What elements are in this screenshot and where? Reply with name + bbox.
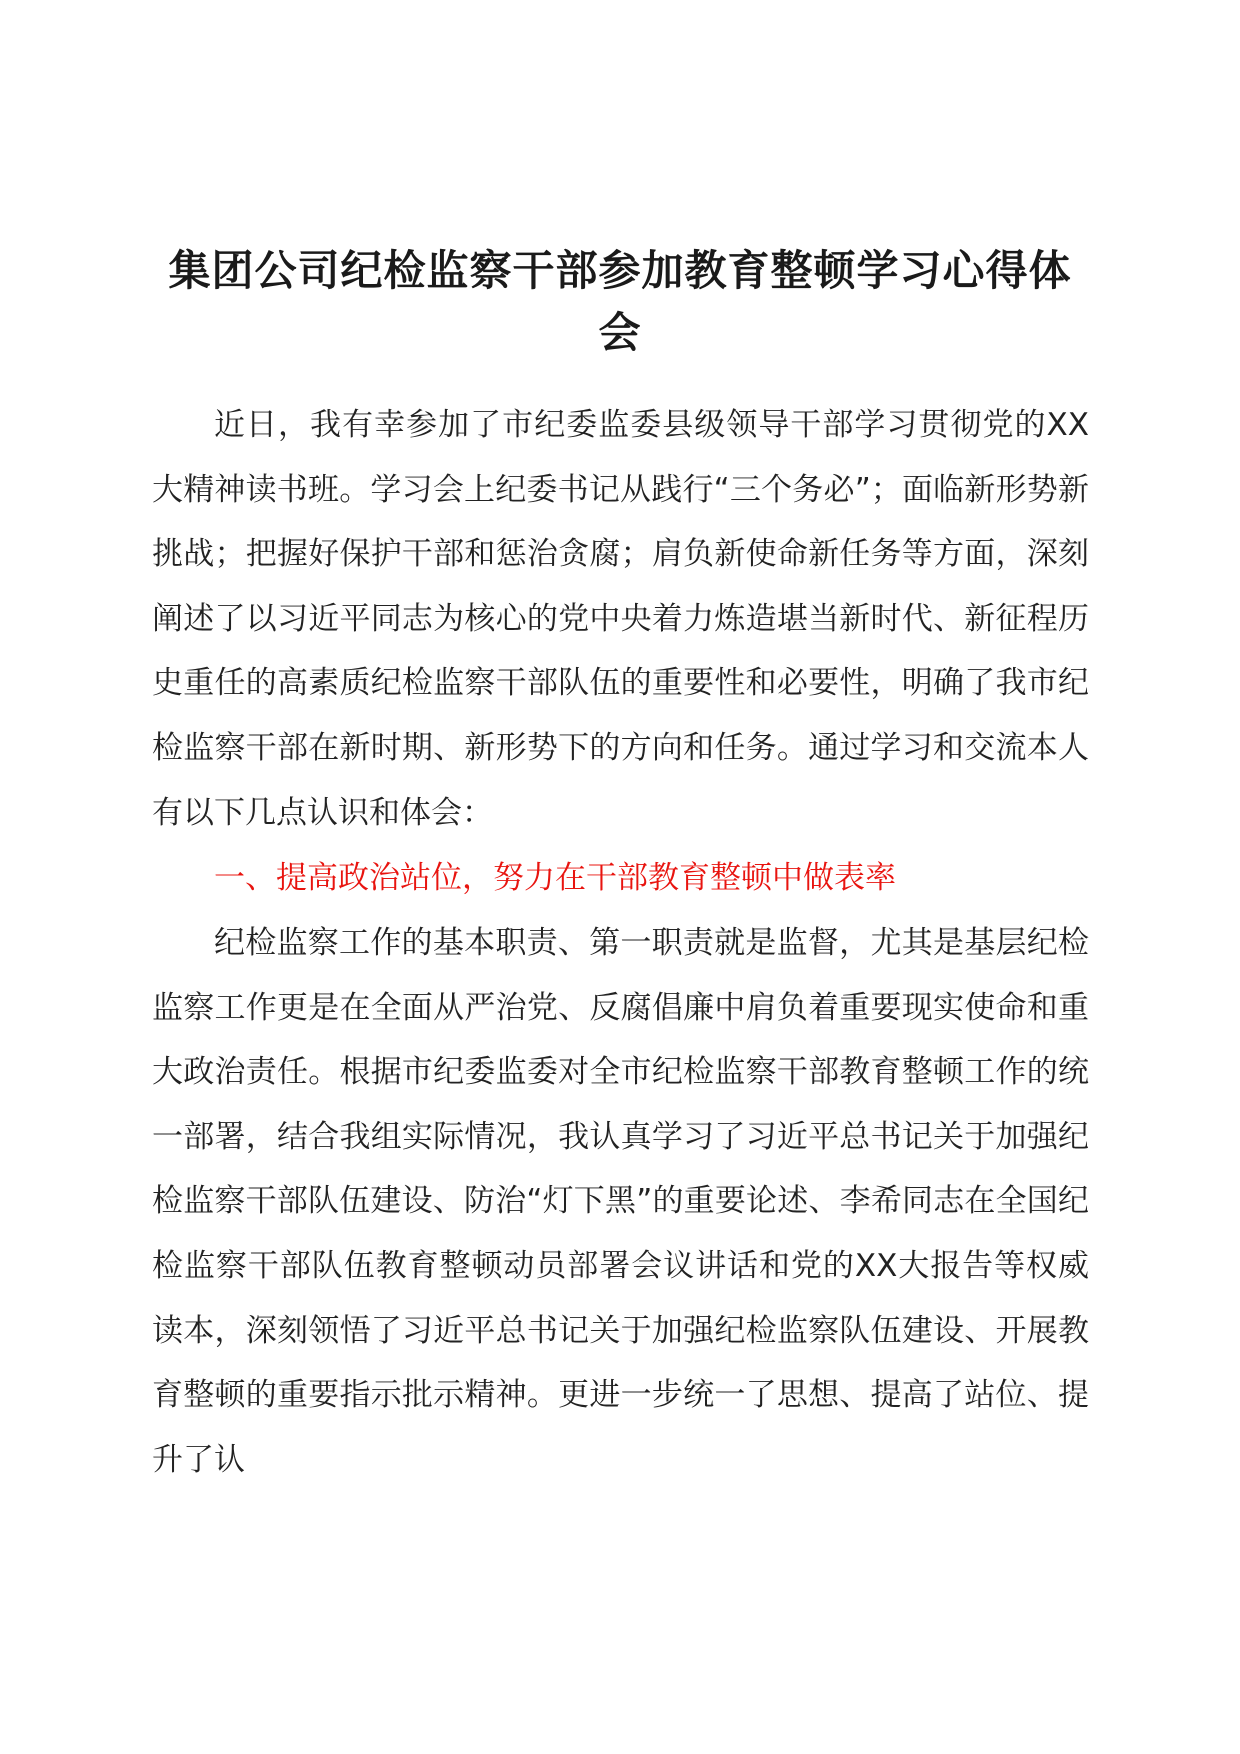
section-heading: 一、提高政治站位，努力在干部教育整顿中做表率 xyxy=(214,860,896,896)
paragraph-section-one: 纪检监察工作的基本职责、第一职责就是监督，尤其是基层纪检监察工作更是在全面从严治党、反腐倡廉中肩负着重要现实使命和重大政治责任。根据市纪委监委对全市纪检监察干部教育整顿工作的统一部署，结合我组实际情况，我认真学习了习近平总书记关于加强纪检监察干部队伍建设、防治“灯下黑”的重要论述、李希同志在全国纪检监察干部队伍教育整顿动员部署会议讲话和党的XX大报告等权威读本，深刻领悟了习近平总书记关于加强纪检监察队伍建设、开展教育整顿的重要指示批示精神。更进一步统一了思想、提高了站位、提升了认 xyxy=(152,925,1089,1478)
document-title: 集团公司纪检监察干部参加教育整顿学习心得体会 xyxy=(168,246,1072,357)
paragraph-intro: 近日，我有幸参加了市纪委监委县级领导干部学习贯彻党的XX大精神读书班。学习会上纪委书记从践行“三个务必”；面临新形势新挑战；把握好保护干部和惩治贪腐；肩负新使命新任务等方面，深刻阐述了以习近平同志为核心的党中央着力炼造堪当新时代、新征程历史重任的高素质纪检监察干部队伍的重要性和必要性，明确了我市纪检监察干部在新时期、新形势下的方向和任务。通过学习和交流本人有以下几点认识和体会： xyxy=(152,407,1089,831)
